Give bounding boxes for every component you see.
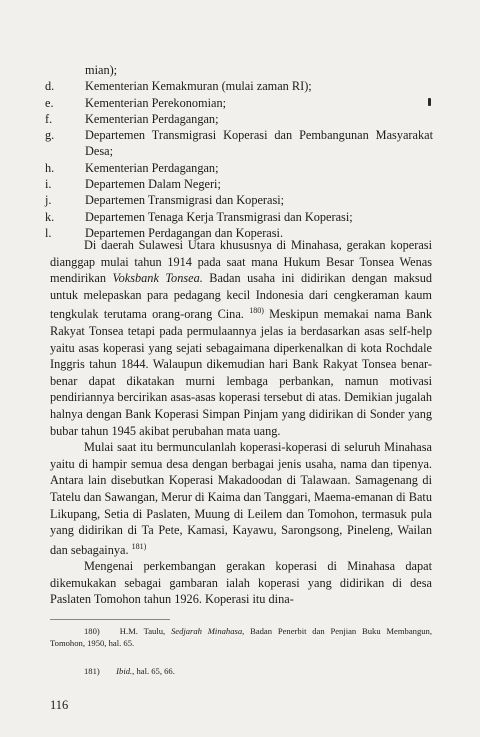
list-item — [45, 78, 433, 94]
paragraph-text: Mengenai perkembangan gerakan koperasi di Minahasa dapat dikemukakan sebagai gambaran ialah koperasi yang didirikan di desa Paslaten Tomohon tahun 1926. Koperasi itu dina- — [50, 559, 432, 607]
list-marker: g. — [45, 128, 55, 143]
paragraph-3 — [50, 558, 432, 608]
footnote-title: Sedjarah Minahasa — [170, 626, 243, 636]
list-continuation: mian); — [85, 63, 118, 77]
list-marker: l. — [45, 225, 52, 240]
footnote-ref-181: 181) — [131, 541, 147, 551]
bank-name-italic: Voksbank Tonsea. — [112, 271, 203, 286]
list-marker: k. — [45, 209, 55, 224]
body-text — [50, 237, 432, 608]
footnote-180 — [50, 625, 432, 649]
list-text: Kementerian Kemakmuran (mulai zaman RI); — [85, 79, 312, 94]
footnote-title: Ibid. — [116, 666, 133, 676]
list-text: Departemen Transmigrasi Koperasi dan Pembangunan Masyarakat Desa; — [85, 128, 433, 159]
paragraph-text: Meskipun memakai nama Bank Rakyat Tonsea tetapi pada permulaannya jelas ia berdasarkan asas self-help yaitu asas koperasi yang sejati sebagaimana diperkenalkan di kota Rochdale Inggris tahun 1844. Walaupun dikemudian hari Bank Rakyat Tonsea benar-benar dapat dikatakan murni lembaga perbankan, namun motivasi pendiriannya bercirikan asas-asas koperasi tersebut di atas. Demikian jugalah halnya dengan Bank Koperasi Simpan Pinjam yang didirikan di Sonder yang bubar tahun 1945 akibat perubahan mata uang. — [50, 307, 432, 438]
list-marker: i. — [45, 177, 52, 192]
list-text: Departemen Transmigrasi dan Koperasi; — [85, 193, 285, 208]
paragraph-text: Badan usaha ini didirikan dengan maksud untuk melepaskan para pedagang kecil Indonesia dari cengkeraman kaum tengkulak terutama orang-orang Cina. — [50, 271, 433, 322]
list-marker: f. — [45, 111, 53, 126]
list-marker: h. — [45, 160, 55, 175]
list-marker: e. — [45, 95, 54, 110]
footnote-number: 180) — [84, 626, 100, 636]
footnote-ref-180: 180) — [249, 306, 264, 316]
footnote-text: , hal. 65, 66. — [132, 666, 175, 676]
ministry-list — [45, 62, 433, 241]
list-item — [45, 192, 433, 208]
list-item — [45, 160, 433, 176]
paragraph-2 — [50, 439, 432, 558]
paragraph-text: Di daerah Sulawesi Utara khususnya di Minahasa, gerakan koperasi dianggap mulai tahun 1914 pada saat mana Hukum Besar Tonsea Wenas mendirikan — [50, 238, 432, 286]
list-text: Departemen Dalam Negeri; — [85, 177, 221, 192]
list-marker: d. — [45, 79, 55, 94]
paragraph-text: Mulai saat itu bermunculanlah koperasi-koperasi di seluruh Minahasa yaitu di hampir semua desa dengan berbagai jenis usaha, nama dan tipenya. Antara lain disebutkan Koperasi Makadoodan di Talawaan. Samagenang di Tatelu dan Sawangan, Merur di Kaima dan Tanggari, Maema-emanan di Batu Likupang, Setia di Paslaten, Muung di Leilem dan Tomohon, termasuk pula yang didirikan di Ta Pete, Kamasi, Kayawu, Sarongsong, Pineleng, Wailan dan sebagainya. — [50, 440, 432, 557]
list-item — [45, 209, 433, 225]
list-item — [45, 111, 433, 127]
footnote-author: H.M. Taulu, — [119, 626, 171, 636]
list-marker: j. — [45, 193, 52, 208]
footnote-text: , Badan Penerbit dan Penjian Buku Membangun, Tomohon, 1950, hal. 65. — [50, 626, 432, 648]
list-item — [45, 95, 433, 111]
list-item — [45, 127, 433, 160]
paragraph-1 — [50, 237, 432, 439]
footnote-number: 181) — [84, 666, 100, 676]
list-text: Kementerian Perekonomian; — [85, 95, 227, 110]
list-text: Kementerian Perdagangan; — [85, 160, 219, 175]
list-text: Departemen Perdagangan dan Koperasi. — [85, 225, 284, 240]
page-number: 116 — [50, 698, 69, 712]
print-speck — [428, 98, 431, 106]
footnote-divider — [50, 619, 170, 620]
list-text: Kementerian Perdagangan; — [85, 111, 219, 126]
list-item — [45, 176, 433, 192]
footnote-181 — [50, 665, 432, 677]
list-text: Departemen Tenaga Kerja Transmigrasi dan Koperasi; — [85, 209, 353, 224]
